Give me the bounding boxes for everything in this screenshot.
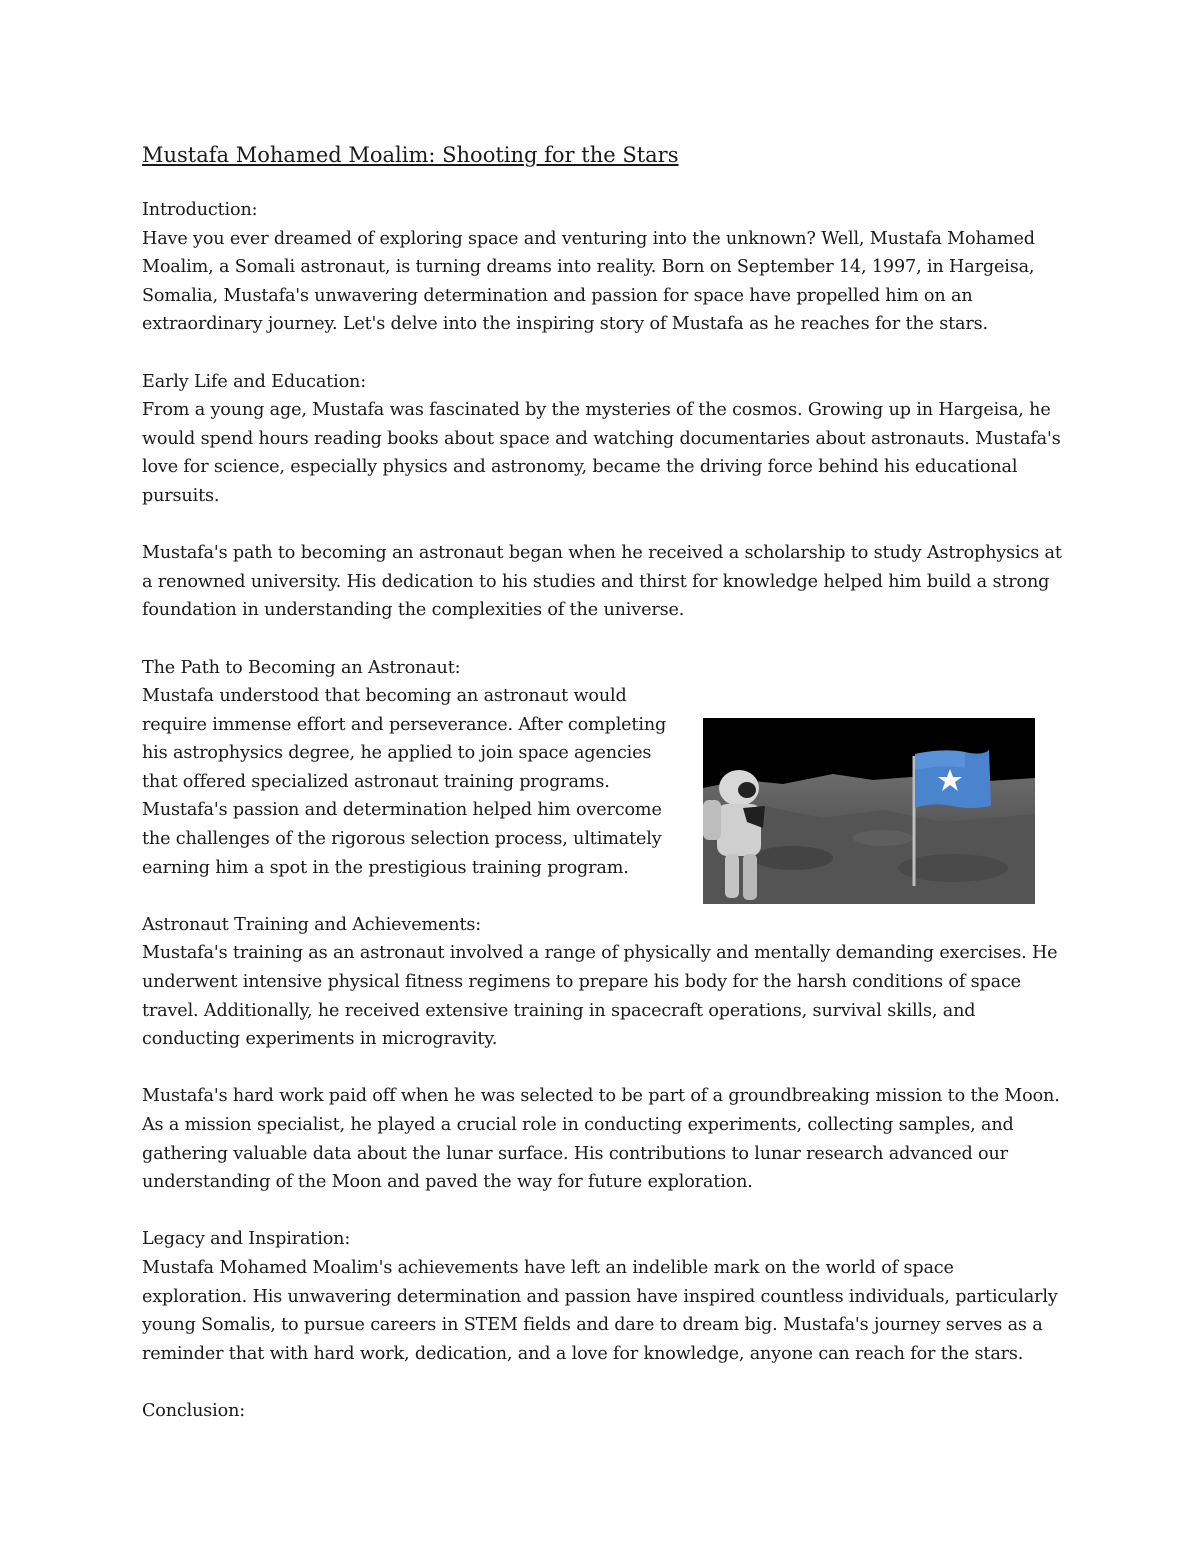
paragraph-scholarship: Mustafa's path to becoming an astronaut began when he received a scholarship to study Astrophysics at a renowned university. His dedication to his studies and thirst for knowledge helped him build a strong foundation in understanding the complexities of the universe. — [142, 543, 1062, 621]
paragraph-moon-mission: Mustafa's hard work paid off when he was selected to be part of a groundbreaking mission to the Moon. As a mission specialist, he played a crucial role in conducting experiments, collecting samples, and gathering valuable data about the lunar surface. His contributions to lunar research advanced our understanding of the Moon and paved the way for future exploration. — [142, 1086, 1060, 1193]
paragraph-introduction: Have you ever dreamed of exploring space and venturing into the unknown? Well, Mustafa Mohamed Moalim, a Somali astronaut, is turning dreams into reality. Born on September 14, 1997, in Hargeisa, Somalia, Mustafa's unwavering determination and passion for space have propelled him on an extraordinary journey. Let's delve into the inspiring story of Mustafa as he reaches for the stars. — [142, 228, 1035, 335]
section-heading-training: Astronaut Training and Achievements: — [142, 914, 482, 935]
section-heading-introduction: Introduction: — [142, 200, 258, 220]
paragraph-training: Mustafa's training as an astronaut involved a range of physically and mentally demanding exercises. He underwent intensive physical fitness regimens to prepare his body for the harsh conditions of space travel. Additionally, he received extensive training in spacecraft operations, survival skills, and conducting experiments in microgravity. — [142, 943, 1058, 1050]
section-heading-early-life: Early Life and Education: — [142, 371, 366, 392]
paragraph-path: Mustafa understood that becoming an astronaut would require immense effort and perseverance. After completing his astrophysics degree, he applied to join space agencies that offered specialized astronaut training programs. Mustafa's passion and determination helped him overcome the challenges of the rigorous selection process, ultimately earning him a spot in the prestigious training program. — [142, 686, 667, 878]
document-page — [142, 140, 1062, 1426]
section-heading-legacy: Legacy and Inspiration: — [142, 1229, 351, 1250]
document-title: Mustafa Mohamed Moalim: Shooting for the Stars — [142, 143, 679, 167]
astronaut-flag-photo — [703, 718, 1035, 904]
section-heading-path: The Path to Becoming an Astronaut: — [142, 657, 461, 678]
paragraph-legacy: Mustafa Mohamed Moalim's achievements have left an indelible mark on the world of space exploration. His unwavering determination and passion have inspired countless individuals, particularly young Somalis, to pursue careers in STEM fields and dare to dream big. Mustafa's journey serves as a reminder that with hard work, dedication, and a love for knowledge, anyone can reach for the stars. — [142, 1257, 1058, 1364]
section-heading-conclusion: Conclusion: — [142, 1400, 246, 1421]
paragraph-early-life: From a young age, Mustafa was fascinated by the mysteries of the cosmos. Growing up in Hargeisa, he would spend hours reading books about space and watching documentaries about astronauts. Mustafa's love for science, especially physics and astronomy, became the driving force behind his educational pursuits. — [142, 400, 1061, 506]
